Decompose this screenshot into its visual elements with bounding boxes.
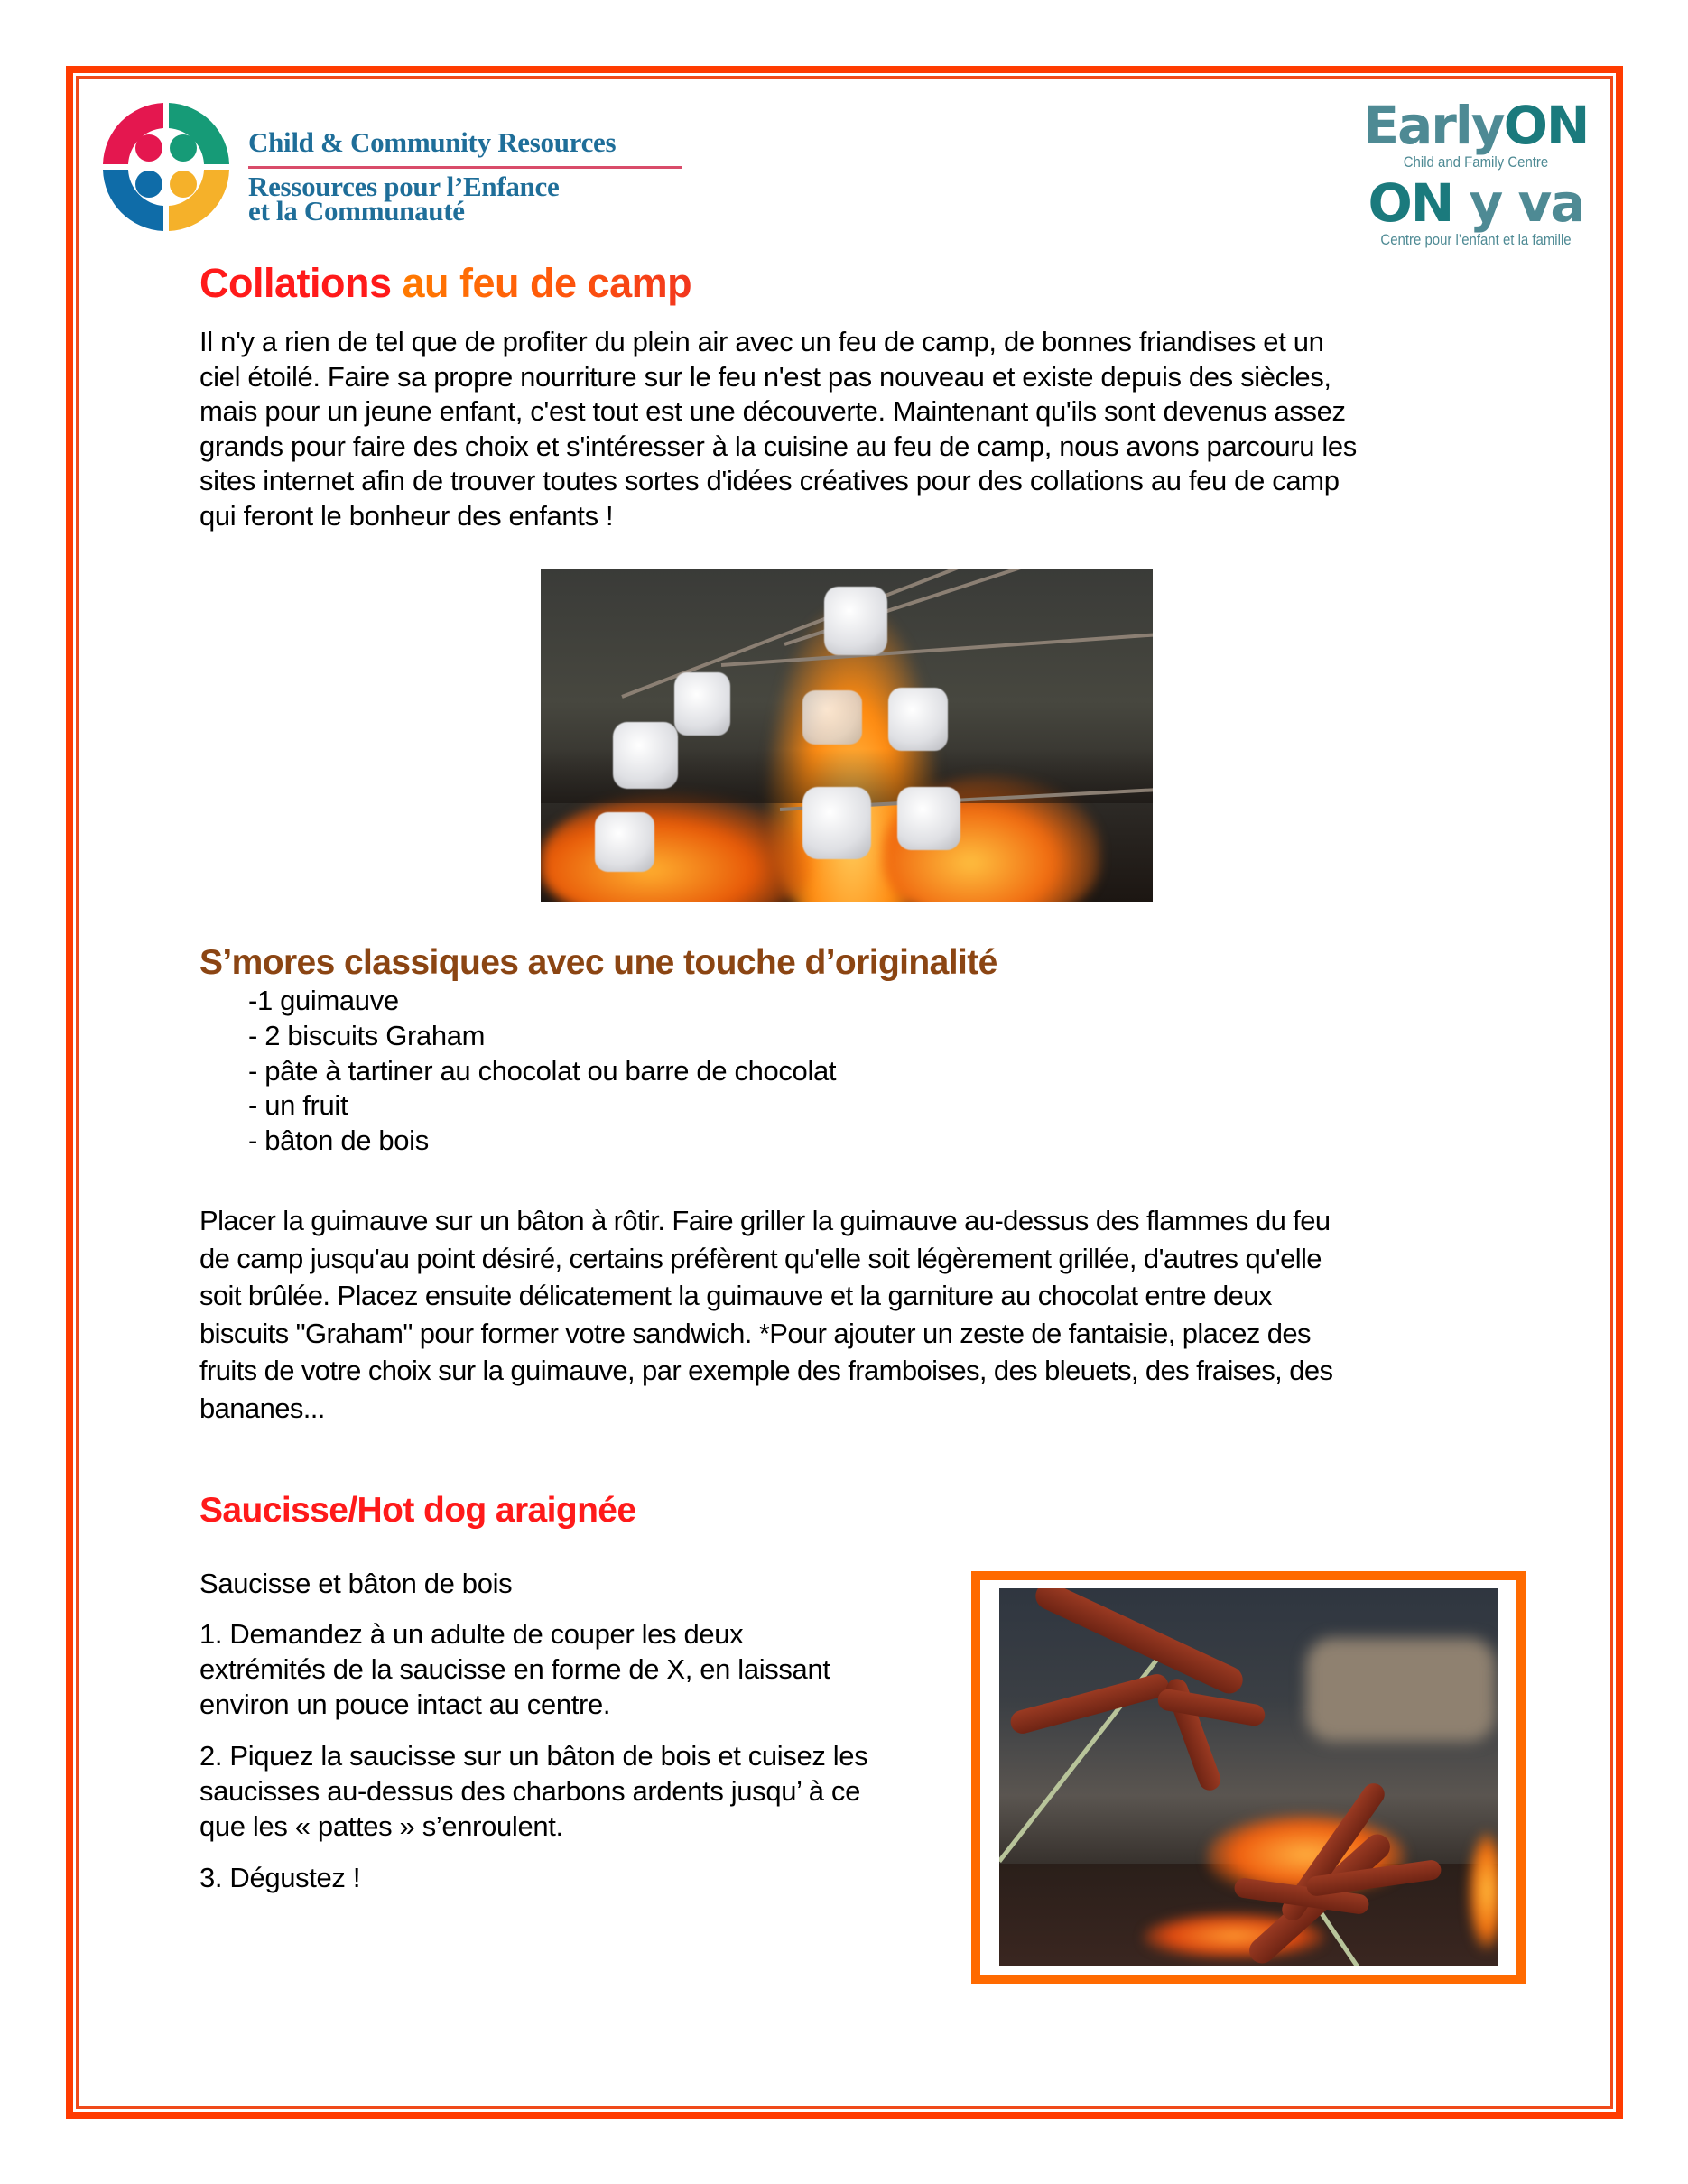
marshmallow-campfire-photo [541,569,1153,902]
instructions-line: biscuits "Graham" pour former votre sandwich. *Pour ajouter un zeste de fantaisie, placez des [199,1317,1311,1349]
ccr-logo-dot-green [170,134,197,162]
intro-line: Il n'y a rien de tel que de profiter du plein air avec un feu de camp, de bonnes friandises et un [199,326,1324,357]
intro-line: sites internet afin de trouver toutes sortes d'idées créatives pour des collations au feu de camp [199,465,1340,497]
earlyon-on: ON [1503,95,1589,156]
step-line: que les « pattes » s’enroulent. [199,1809,563,1842]
onyva-wordmark [1359,172,1593,234]
instructions-line: Placer la guimauve sur un bâton à rôtir. Faire griller la guimauve au-dessus des flammes du feu [199,1205,1331,1236]
onyva-on: ON [1368,172,1453,234]
ingredient-item: - un fruit [248,1089,348,1122]
ingredient-item: - bâton de bois [248,1124,429,1157]
ccr-logo-dot-blue [135,171,162,198]
step-line: 1. Demandez à un adulte de couper les deux [199,1618,744,1650]
hotdog-step-3 [199,1861,360,1896]
earlyon-subtitle-fr: Centre pour l’enfant et la famille [1380,231,1572,248]
earlyon-wordmark [1359,95,1593,156]
ingredient-item: - 2 biscuits Graham [248,1019,486,1051]
ingredient-item: -1 guimauve [248,985,399,1016]
intro-line: mais pour un jeune enfant, c'est tout est une découverte. Maintenant qu'ils sont devenus assez [199,395,1346,428]
ccr-name-fr-line2: et la Communauté [248,195,465,227]
intro-line: ciel étoilé. Faire sa propre nourriture sur le feu n'est pas nouveau et existe depuis des siècles, [199,360,1331,393]
smores-ingredients-list [248,984,836,1159]
spider-hotdog-photo [999,1588,1498,1966]
intro-paragraph [199,325,1357,534]
ingredient-item: - pâte à tartiner au chocolat ou barre de chocolat [248,1054,837,1087]
page-title [199,260,691,307]
step-line: 3. Dégustez ! [199,1862,361,1893]
step-line: extrémités de la saucisse en forme de X, en laissant [199,1652,830,1685]
onyva-yva: y va [1469,172,1584,234]
intro-line: grands pour faire des choix et s'intéresser à la cuisine au feu de camp, nous avons parcouru les [199,430,1357,462]
ccr-logo-mark [101,101,231,233]
instructions-line: bananes... [199,1392,325,1424]
ccr-logo-text [248,126,686,227]
smores-heading: S’mores classiques avec une touche d’originalité [199,943,997,982]
ccr-divider [248,166,682,169]
earlyon-early: Early [1363,95,1504,156]
hotdog-heading: Saucisse/Hot dog araignée [199,1491,636,1530]
step-line: environ un pouce intact au centre. [199,1688,611,1720]
instructions-line: soit brûlée. Placez ensuite délicatement la guimauve et la garniture au chocolat entre deux [199,1280,1272,1312]
title-part-red: Collations [199,260,392,306]
step-line: saucisses au-dessus des charbons ardents jusqu’ à ce [199,1774,860,1807]
ccr-name-en: Child & Community Resources [248,126,617,158]
title-part-gradient: au feu de camp [402,260,692,306]
ccr-logo-dot-red [135,134,162,162]
smores-instructions [199,1202,1332,1428]
earlyon-logo [1359,97,1593,269]
instructions-line: fruits de votre choix sur la guimauve, par exemple des framboises, des bleuets, des fraises, des [199,1355,1333,1387]
instructions-line: de camp jusqu'au point désiré, certains préfèrent qu'elle soit légèrement grillée, d'autres qu'elle [199,1242,1322,1274]
ccr-logo-dot-yellow [170,171,197,198]
step-line: 2. Piquez la saucisse sur un bâton de bois et cuisez les [199,1740,868,1772]
hotdog-step-2 [199,1739,867,1844]
hotdog-ingredients: Saucisse et bâton de bois [199,1568,513,1599]
hotdog-step-1 [199,1617,830,1722]
earlyon-subtitle-en: Child and Family Centre [1403,153,1549,171]
intro-line: qui feront le bonheur des enfants ! [199,499,614,532]
ccr-name-fr-line1: Ressources pour l’Enfance [248,171,560,202]
